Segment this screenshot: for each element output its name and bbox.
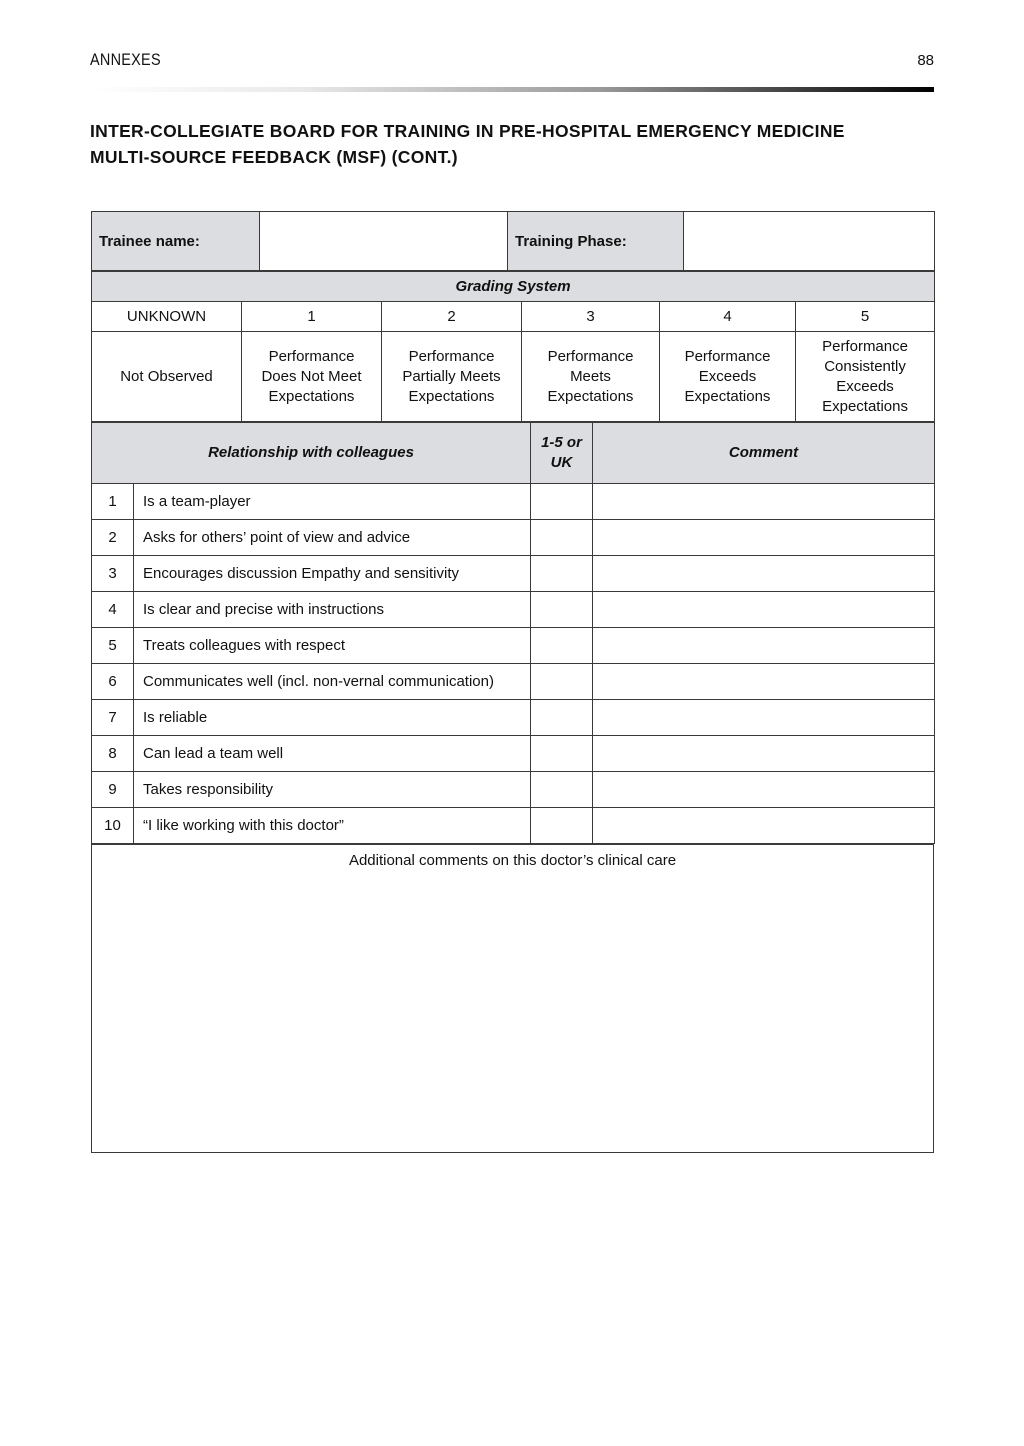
trainee-name-field[interactable] bbox=[260, 212, 508, 271]
table-row bbox=[92, 664, 935, 700]
row-number: 2 bbox=[92, 520, 134, 556]
comment-header: Comment bbox=[593, 423, 935, 484]
grading-system-title: Grading System bbox=[92, 272, 935, 302]
score-field[interactable] bbox=[531, 592, 593, 628]
row-number: 3 bbox=[92, 556, 134, 592]
grade-score: 3 bbox=[522, 302, 660, 332]
score-field[interactable] bbox=[531, 808, 593, 844]
score-field[interactable] bbox=[531, 628, 593, 664]
score-field[interactable] bbox=[531, 484, 593, 520]
table-row bbox=[92, 700, 935, 736]
score-field[interactable] bbox=[531, 520, 593, 556]
table-row bbox=[92, 736, 935, 772]
grading-system-table bbox=[91, 271, 935, 422]
comment-field[interactable] bbox=[593, 628, 935, 664]
relationship-table bbox=[91, 422, 935, 844]
comment-field[interactable] bbox=[593, 556, 935, 592]
row-number: 1 bbox=[92, 484, 134, 520]
grade-score: 2 bbox=[382, 302, 522, 332]
table-row bbox=[92, 628, 935, 664]
row-number: 7 bbox=[92, 700, 134, 736]
row-question: Communicates well (incl. non-vernal communication) bbox=[134, 664, 531, 700]
grade-description: Performance Exceeds Expectations bbox=[660, 332, 796, 422]
training-phase-label: Training Phase: bbox=[508, 212, 684, 271]
score-field[interactable] bbox=[531, 700, 593, 736]
score-field[interactable] bbox=[531, 772, 593, 808]
comment-field[interactable] bbox=[593, 772, 935, 808]
page-title bbox=[90, 118, 950, 170]
table-row bbox=[92, 808, 935, 844]
grade-score: 4 bbox=[660, 302, 796, 332]
additional-comments-field[interactable] bbox=[92, 845, 934, 1153]
row-number: 9 bbox=[92, 772, 134, 808]
row-number: 8 bbox=[92, 736, 134, 772]
table-row bbox=[92, 772, 935, 808]
page-number: 88 bbox=[917, 52, 934, 69]
score-field[interactable] bbox=[531, 556, 593, 592]
row-question: Treats colleagues with respect bbox=[134, 628, 531, 664]
grade-score: 5 bbox=[796, 302, 935, 332]
row-question: Asks for others’ point of view and advice bbox=[134, 520, 531, 556]
score-header: 1-5 or UK bbox=[531, 423, 593, 484]
row-question: Is a team-player bbox=[134, 484, 531, 520]
grade-score: UNKNOWN bbox=[92, 302, 242, 332]
row-question: Can lead a team well bbox=[134, 736, 531, 772]
trainee-info-table bbox=[91, 211, 935, 271]
header-rule bbox=[92, 87, 934, 92]
grade-description: Performance Does Not Meet Expectations bbox=[242, 332, 382, 422]
training-phase-field[interactable] bbox=[684, 212, 935, 271]
relationship-header: Relationship with colleagues bbox=[92, 423, 531, 484]
table-row bbox=[92, 484, 935, 520]
row-number: 5 bbox=[92, 628, 134, 664]
grade-description: Performance Meets Expectations bbox=[522, 332, 660, 422]
row-question: Encourages discussion Empathy and sensitivity bbox=[134, 556, 531, 592]
comment-field[interactable] bbox=[593, 664, 935, 700]
grade-description: Performance Consistently Exceeds Expectations bbox=[796, 332, 935, 422]
score-field[interactable] bbox=[531, 736, 593, 772]
section-label: ANNEXES bbox=[90, 50, 161, 69]
row-question: “I like working with this doctor” bbox=[134, 808, 531, 844]
table-row bbox=[92, 556, 935, 592]
row-question: Takes responsibility bbox=[134, 772, 531, 808]
title-line-1: INTER-COLLEGIATE BOARD FOR TRAINING IN PRE-HOSPITAL EMERGENCY MEDICINE bbox=[90, 121, 845, 141]
grade-description: Performance Partially Meets Expectations bbox=[382, 332, 522, 422]
table-row bbox=[92, 592, 935, 628]
row-number: 4 bbox=[92, 592, 134, 628]
comment-field[interactable] bbox=[593, 592, 935, 628]
comment-field[interactable] bbox=[593, 700, 935, 736]
additional-comments-label: Additional comments on this doctor’s clinical care bbox=[348, 852, 677, 869]
additional-comments-table bbox=[91, 844, 934, 1153]
grade-description: Not Observed bbox=[92, 332, 242, 422]
row-number: 6 bbox=[92, 664, 134, 700]
comment-field[interactable] bbox=[593, 736, 935, 772]
row-number: 10 bbox=[92, 808, 134, 844]
row-question: Is reliable bbox=[134, 700, 531, 736]
comment-field[interactable] bbox=[593, 520, 935, 556]
table-row bbox=[92, 520, 935, 556]
comment-field[interactable] bbox=[593, 808, 935, 844]
comment-field[interactable] bbox=[593, 484, 935, 520]
score-field[interactable] bbox=[531, 664, 593, 700]
grade-score: 1 bbox=[242, 302, 382, 332]
row-question: Is clear and precise with instructions bbox=[134, 592, 531, 628]
trainee-name-label: Trainee name: bbox=[92, 212, 260, 271]
title-line-2: MULTI-SOURCE FEEDBACK (MSF) (CONT.) bbox=[90, 147, 458, 167]
